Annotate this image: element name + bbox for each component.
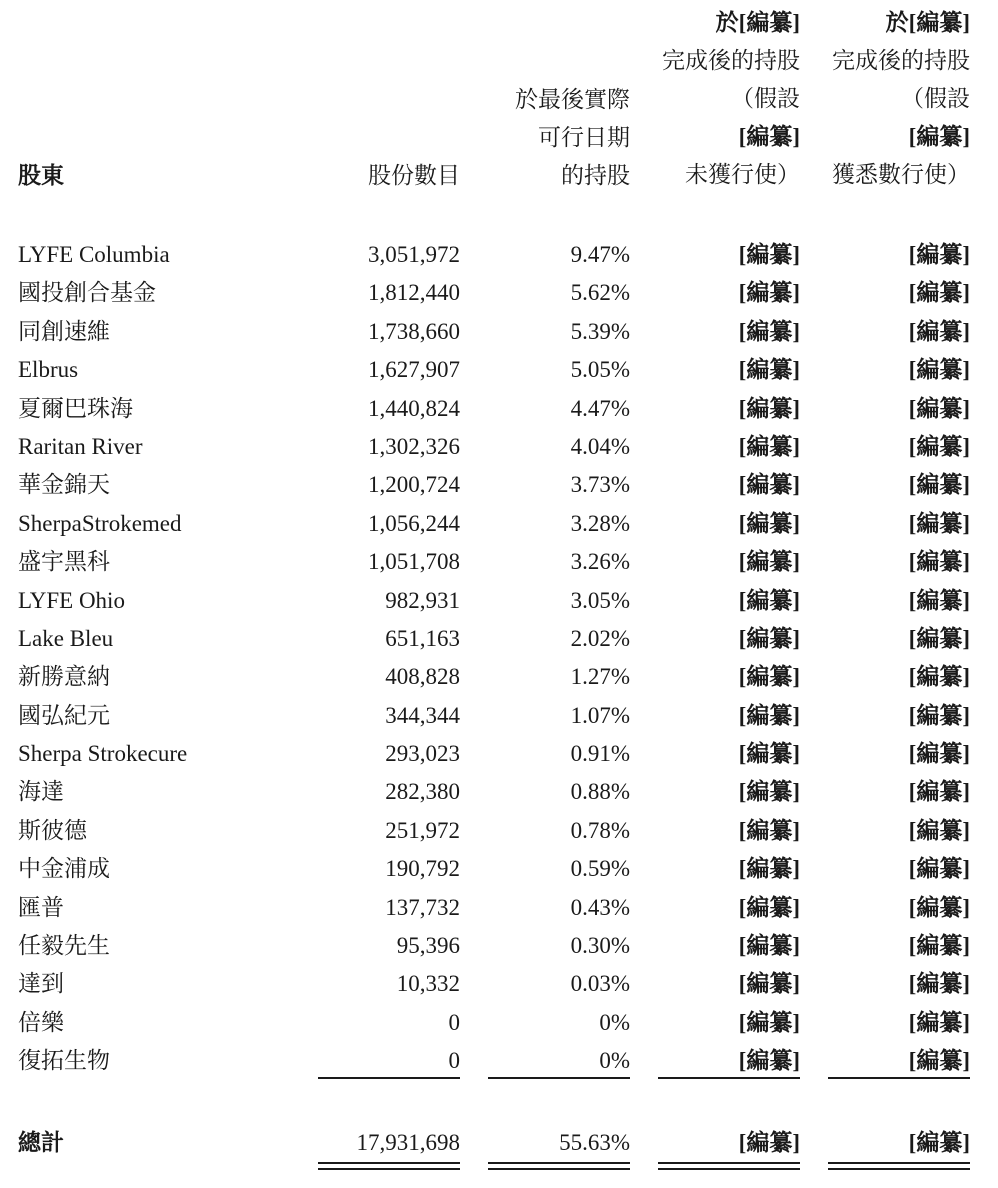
holding-not-exercised: [編纂] — [738, 702, 800, 728]
table-row — [0, 620, 998, 658]
holding-not-exercised: [編纂] — [738, 1048, 800, 1074]
holding-fully-exercised: [編纂] — [908, 779, 970, 805]
shareholder-name: 匯普 — [18, 894, 64, 920]
holding-not-exercised: [編纂] — [738, 395, 800, 421]
table-row — [0, 505, 998, 543]
holding-pct: 0.88% — [570, 779, 630, 805]
shares-count: 1,627,907 — [368, 357, 460, 383]
total-double-rule-pct — [488, 1162, 630, 1170]
holding-pct: 5.39% — [570, 318, 630, 344]
shareholder-name: 達到 — [18, 971, 64, 997]
shareholder-name: 倍樂 — [18, 1009, 64, 1035]
holding-fully-exercised: [編纂] — [908, 971, 970, 997]
total-label: 總計 — [18, 1130, 64, 1155]
table-row — [0, 313, 998, 351]
header-full-line-4: [編纂] — [908, 124, 970, 149]
holding-pct: 4.04% — [570, 433, 630, 459]
shareholder-name: 海達 — [18, 779, 64, 805]
header-pct-line-3: 的持股 — [561, 163, 630, 188]
holding-pct: 5.62% — [570, 280, 630, 306]
shares-count: 1,051,708 — [368, 549, 460, 575]
header-notex-line-1: 於[編纂] — [715, 10, 800, 35]
holding-fully-exercised: [編纂] — [908, 357, 970, 383]
table-row — [0, 889, 998, 927]
total-shares: 17,931,698 — [356, 1130, 460, 1155]
shareholder-name: 復拓生物 — [18, 1048, 110, 1074]
subtotal-rule-full — [828, 1077, 970, 1079]
table-row — [0, 850, 998, 888]
total-fully-exercised: [編纂] — [908, 1130, 970, 1155]
shareholder-name: 同創速維 — [18, 318, 110, 344]
shareholder-name: SherpaStrokemed — [18, 510, 182, 536]
holding-fully-exercised: [編纂] — [908, 433, 970, 459]
table-row — [0, 1004, 998, 1042]
table-row — [0, 927, 998, 965]
header-fully-exercised — [832, 4, 970, 194]
holding-pct: 0.78% — [570, 817, 630, 843]
table-row — [0, 236, 998, 274]
header-shares: 股份數目 — [368, 163, 460, 188]
holding-pct: 1.27% — [570, 664, 630, 690]
holding-not-exercised: [編纂] — [738, 357, 800, 383]
table-row — [0, 582, 998, 620]
subtotal-rule-notex — [658, 1077, 800, 1079]
table-row — [0, 965, 998, 1003]
shares-count: 651,163 — [385, 625, 460, 651]
shares-count: 95,396 — [396, 933, 460, 959]
shares-count: 1,738,660 — [368, 318, 460, 344]
holding-pct: 0.30% — [570, 933, 630, 959]
holding-pct: 3.28% — [570, 510, 630, 536]
total-row — [0, 1124, 998, 1162]
holding-pct: 5.05% — [570, 357, 630, 383]
holding-fully-exercised: [編纂] — [908, 1048, 970, 1074]
holding-not-exercised: [編纂] — [738, 779, 800, 805]
header-notex-line-3: （假設 — [731, 86, 800, 111]
table-row — [0, 390, 998, 428]
holding-not-exercised: [編纂] — [738, 741, 800, 767]
shareholder-name: 國弘紀元 — [18, 702, 110, 728]
holding-not-exercised: [編纂] — [738, 472, 800, 498]
holding-not-exercised: [編纂] — [738, 433, 800, 459]
holding-pct: 0.59% — [570, 856, 630, 882]
shares-count: 282,380 — [385, 779, 460, 805]
shares-count: 1,200,724 — [368, 472, 460, 498]
header-full-line-2: 完成後的持股 — [832, 48, 970, 73]
header-notex-line-4: [編纂] — [738, 124, 800, 149]
holding-fully-exercised: [編纂] — [908, 395, 970, 421]
header-full-line-1: 於[編纂] — [885, 10, 970, 35]
shares-count: 1,302,326 — [368, 433, 460, 459]
total-pct: 55.63% — [559, 1130, 630, 1155]
shareholder-name: 華金錦天 — [18, 472, 110, 498]
shares-count: 1,440,824 — [368, 395, 460, 421]
table-row — [0, 351, 998, 389]
holding-pct: 1.07% — [570, 702, 630, 728]
shares-count: 10,332 — [396, 971, 460, 997]
holding-fully-exercised: [編纂] — [908, 933, 970, 959]
holding-fully-exercised: [編纂] — [908, 242, 970, 267]
total-not-exercised: [編纂] — [738, 1130, 800, 1155]
holding-pct: 3.26% — [570, 549, 630, 575]
total-double-rule-notex — [658, 1162, 800, 1170]
table-body — [0, 236, 998, 1081]
total-double-rule-shares — [318, 1162, 460, 1170]
holding-fully-exercised: [編纂] — [908, 702, 970, 728]
subtotal-rule-shares — [318, 1077, 460, 1079]
holding-not-exercised: [編纂] — [738, 280, 800, 306]
holding-not-exercised: [編纂] — [738, 933, 800, 959]
shares-count: 3,051,972 — [368, 242, 460, 267]
holding-fully-exercised: [編纂] — [908, 1009, 970, 1035]
subtotal-rule-pct — [488, 1077, 630, 1079]
holding-not-exercised: [編纂] — [738, 664, 800, 690]
shareholder-name: 盛宇黑科 — [18, 549, 110, 575]
holding-not-exercised: [編纂] — [738, 549, 800, 575]
header-shareholder: 股東 — [18, 163, 64, 188]
holding-fully-exercised: [編纂] — [908, 549, 970, 575]
table-row — [0, 812, 998, 850]
table-row — [0, 697, 998, 735]
holding-not-exercised: [編纂] — [738, 625, 800, 651]
shares-count: 344,344 — [385, 702, 460, 728]
holding-fully-exercised: [編纂] — [908, 741, 970, 767]
shares-count: 982,931 — [385, 587, 460, 613]
shareholder-name: Sherpa Strokecure — [18, 741, 188, 767]
holding-fully-exercised: [編纂] — [908, 587, 970, 613]
header-pct-line-2: 可行日期 — [538, 125, 630, 150]
header-full-line-3: （假設 — [901, 86, 970, 111]
shareholder-name: 新勝意納 — [18, 664, 110, 690]
shareholder-name: 中金浦成 — [18, 856, 110, 882]
shares-count: 251,972 — [385, 817, 460, 843]
shares-count: 0 — [448, 1048, 460, 1074]
table-row — [0, 466, 998, 504]
table-row — [0, 274, 998, 312]
holding-pct: 4.47% — [570, 395, 630, 421]
shareholder-name: 夏爾巴珠海 — [18, 395, 133, 421]
header-pct-line-1: 於最後實際 — [515, 87, 630, 112]
shares-count: 137,732 — [385, 894, 460, 920]
holding-pct: 9.47% — [570, 242, 630, 267]
shareholder-name: Lake Bleu — [18, 625, 114, 651]
holding-fully-exercised: [編纂] — [908, 472, 970, 498]
holding-not-exercised: [編纂] — [738, 587, 800, 613]
holding-fully-exercised: [編纂] — [908, 510, 970, 536]
shares-count: 408,828 — [385, 664, 460, 690]
table-row — [0, 735, 998, 773]
shareholder-name: 國投創合基金 — [18, 280, 156, 306]
table-row — [0, 773, 998, 811]
holding-not-exercised: [編纂] — [738, 894, 800, 920]
holding-fully-exercised: [編纂] — [908, 625, 970, 651]
holding-pct: 0.03% — [570, 971, 630, 997]
table-row — [0, 543, 998, 581]
shareholder-name: Raritan River — [18, 433, 143, 459]
header-full-line-5: 獲悉數行使） — [832, 162, 970, 187]
holding-not-exercised: [編纂] — [738, 242, 800, 267]
table-row — [0, 428, 998, 466]
table-row — [0, 658, 998, 696]
header-not-exercised — [662, 4, 800, 194]
holding-fully-exercised: [編纂] — [908, 856, 970, 882]
holding-not-exercised: [編纂] — [738, 1009, 800, 1035]
holding-pct: 0.43% — [570, 894, 630, 920]
holding-not-exercised: [編纂] — [738, 971, 800, 997]
table-row — [0, 1042, 998, 1080]
holding-fully-exercised: [編纂] — [908, 318, 970, 344]
holding-pct: 3.73% — [570, 472, 630, 498]
holding-pct: 3.05% — [570, 587, 630, 613]
shares-count: 0 — [448, 1009, 460, 1035]
holding-pct: 0% — [599, 1048, 630, 1074]
holding-fully-exercised: [編纂] — [908, 894, 970, 920]
total-double-rule-full — [828, 1162, 970, 1170]
shareholder-name: LYFE Columbia — [18, 242, 170, 267]
holding-fully-exercised: [編纂] — [908, 664, 970, 690]
holding-not-exercised: [編纂] — [738, 817, 800, 843]
shareholder-name: LYFE Ohio — [18, 587, 125, 613]
shares-count: 1,812,440 — [368, 280, 460, 306]
shares-count: 1,056,244 — [368, 510, 460, 536]
header-notex-line-5: 未獲行使） — [685, 162, 800, 187]
holding-pct: 0% — [599, 1009, 630, 1035]
header-latest-practicable-date-holding — [515, 81, 630, 195]
holding-pct: 0.91% — [570, 741, 630, 767]
shares-count: 293,023 — [385, 741, 460, 767]
holding-not-exercised: [編纂] — [738, 856, 800, 882]
holding-not-exercised: [編纂] — [738, 318, 800, 344]
holding-fully-exercised: [編纂] — [908, 280, 970, 306]
holding-not-exercised: [編纂] — [738, 510, 800, 536]
shareholder-name: 斯彼德 — [18, 817, 87, 843]
header-notex-line-2: 完成後的持股 — [662, 48, 800, 73]
holding-pct: 2.02% — [570, 625, 630, 651]
holding-fully-exercised: [編纂] — [908, 817, 970, 843]
shareholder-name: Elbrus — [18, 357, 79, 383]
shares-count: 190,792 — [385, 856, 460, 882]
shareholder-name: 任毅先生 — [18, 933, 110, 959]
